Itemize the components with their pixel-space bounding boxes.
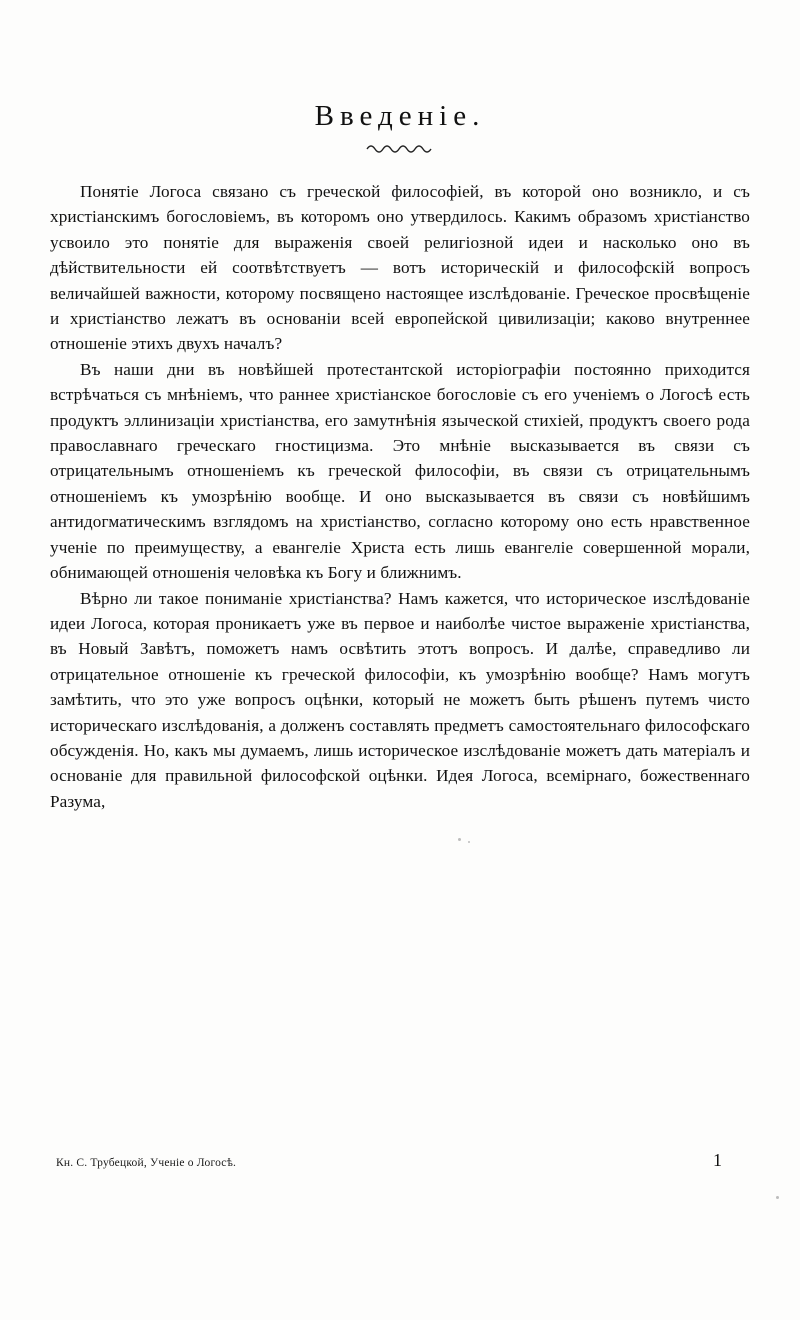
page-number: 1 xyxy=(713,1150,722,1170)
paragraph: Вѣрно ли такое пониманіе христіанства? Намъ кажется, что историческое изслѣдованіе идеи Логоса, которая проникаетъ уже въ первое и наиболѣе чистое выраженіе христіанства, въ Новый Завѣтъ, поможетъ намъ освѣтить этотъ вопросъ. И далѣе, справедливо ли отрицательное отношеніе къ греческой философіи, къ умозрѣнію вообще? Намъ могутъ замѣтить, что это уже вопросъ оцѣнки, который не можетъ быть рѣшенъ путемъ чисто историческаго изслѣдованія, а долженъ составлять предметъ самостоятельнаго философскаго обсужденія. Но, какъ мы думаемъ, лишь историческое изслѣдованіе можетъ дать матеріалъ и основаніе для правильной философской оцѣнки. Идея Логоса, всемірнаго, божественнаго Разума, xyxy=(50,588,750,811)
paragraph: Въ наши дни въ новѣйшей протестантской исторіографіи постоянно приходится встрѣчаться съ мнѣніемъ, что раннее христіанское богословіе съ его ученіемъ о Логосѣ есть продуктъ эллинизаціи христіанства, его замутнѣнія языческой стихіей, продуктъ своего рода православнаго греческаго гностицизма. Это мнѣніе высказывается въ связи съ отрицательнымъ отношеніемъ къ греческой философіи, въ связи съ отрицательнымъ отношеніемъ къ умозрѣнію вообще. И оно высказывается въ связи съ новѣйшимъ антидогматическимъ взглядомъ на христіанство, согласно которому оно есть нравственное ученіе по преимуществу, а евангеліе Христа есть лишь евангеліе совершенной морали, обнимающей отношенія человѣка къ Богу и ближнимъ. xyxy=(50,359,750,583)
paper-speck xyxy=(468,841,470,843)
paragraph: Понятіе Логоса связано съ греческой философіей, въ которой оно возникло, и съ христіанскимъ богословіемъ, въ которомъ оно утвердилось. Какимъ образомъ христіанство усвоило это понятіе для выраженія своей религіозной идеи и насколько оно въ дѣйствительности ей соотвѣтствуетъ — вотъ историческій и философскій вопросъ величайшей важности, которому посвящено настоящее изслѣдованіе. Греческое просвѣщеніе и христіанство лежатъ въ основаніи всей европейской цивилизаціи; каково внутреннее отношеніе этихъ двухъ началъ? xyxy=(50,182,750,354)
page-footer xyxy=(56,1150,744,1171)
paper-speck xyxy=(776,1196,779,1199)
running-title: Кн. С. Трубецкой, Ученіе о Логосѣ. xyxy=(56,1157,237,1169)
paper-speck xyxy=(458,838,461,841)
wave-rule-icon xyxy=(50,141,750,157)
page-body xyxy=(50,100,750,814)
page-title: Введеніе. xyxy=(314,100,486,132)
body-text xyxy=(50,179,750,814)
